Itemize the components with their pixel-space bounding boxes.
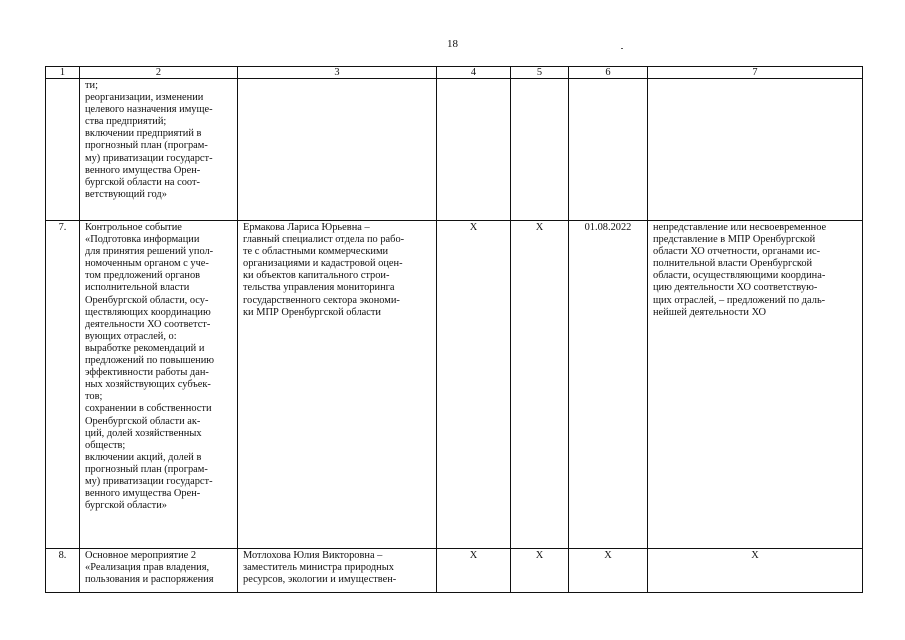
column-header: 1	[46, 67, 80, 79]
column-header: 3	[238, 67, 437, 79]
column-5-cell: Х	[511, 549, 569, 593]
row-number	[46, 79, 80, 221]
column-header: 2	[80, 67, 238, 79]
note-cell: Х	[648, 549, 863, 593]
table-header-row	[46, 67, 863, 79]
table-row	[46, 221, 863, 549]
column-5-cell: Х	[511, 221, 569, 549]
event-cell: ти; реорганизации, изменении целевого назначения имуще- ства предприятий; включении предприятий в прогнозный план (програм- му) приватизации государст- венного имущества Орен- бургской области на соот- ветствующий год»	[80, 79, 238, 221]
column-4-cell	[437, 79, 511, 221]
table-row	[46, 79, 863, 221]
date-cell: Х	[569, 549, 648, 593]
plan-table	[45, 66, 863, 593]
scan-speck	[621, 48, 623, 49]
responsible-cell: Мотлохова Юлия Викторовна – заместитель министра природных ресурсов, экологии и имуществен-	[238, 549, 437, 593]
column-header: 5	[511, 67, 569, 79]
row-number: 8.	[46, 549, 80, 593]
table-row	[46, 549, 863, 593]
responsible-cell	[238, 79, 437, 221]
column-4-cell: Х	[437, 221, 511, 549]
note-cell	[648, 79, 863, 221]
column-header: 7	[648, 67, 863, 79]
note-cell: непредставление или несвоевременное представление в МПР Оренбургской области ХО отчетности, органами ис- полнительной власти Оренбургской области, осуществляющими координа- цию деятельности ХО соответствую- щих отраслей, – предложений по даль- нейшей деятельности ХО	[648, 221, 863, 549]
row-number: 7.	[46, 221, 80, 549]
page-number: 18	[447, 38, 458, 50]
column-header: 6	[569, 67, 648, 79]
date-cell	[569, 79, 648, 221]
event-cell: Контрольное событие «Подготовка информации для принятия решений упол- номоченным органом с уче- том предложений органов исполнительной власти Оренбургской области, осу- ществляющих координацию деятельности ХО соответст- вующих отраслей, о: выработке рекомендаций и предложений по повышению эффективности работы дан- ных хозяйствующих субъек- тов; сохранении в собственности Оренбургской области ак- ций, долей хозяйственных обществ; включении акций, долей в прогнозный план (програм- му) приватизации государст- венного имущества Орен- бургской области»	[80, 221, 238, 549]
responsible-cell: Ермакова Лариса Юрьевна – главный специалист отдела по рабо- те с областными коммерческими организациями и кадастровой оцен- ки объектов капитального строи- тельства управления мониторинга государственного сектора экономи- ки МПР Оренбургской области	[238, 221, 437, 549]
column-4-cell: Х	[437, 549, 511, 593]
event-cell: Основное мероприятие 2 «Реализация прав владения, пользования и распоряжения	[80, 549, 238, 593]
date-cell: 01.08.2022	[569, 221, 648, 549]
column-5-cell	[511, 79, 569, 221]
column-header: 4	[437, 67, 511, 79]
